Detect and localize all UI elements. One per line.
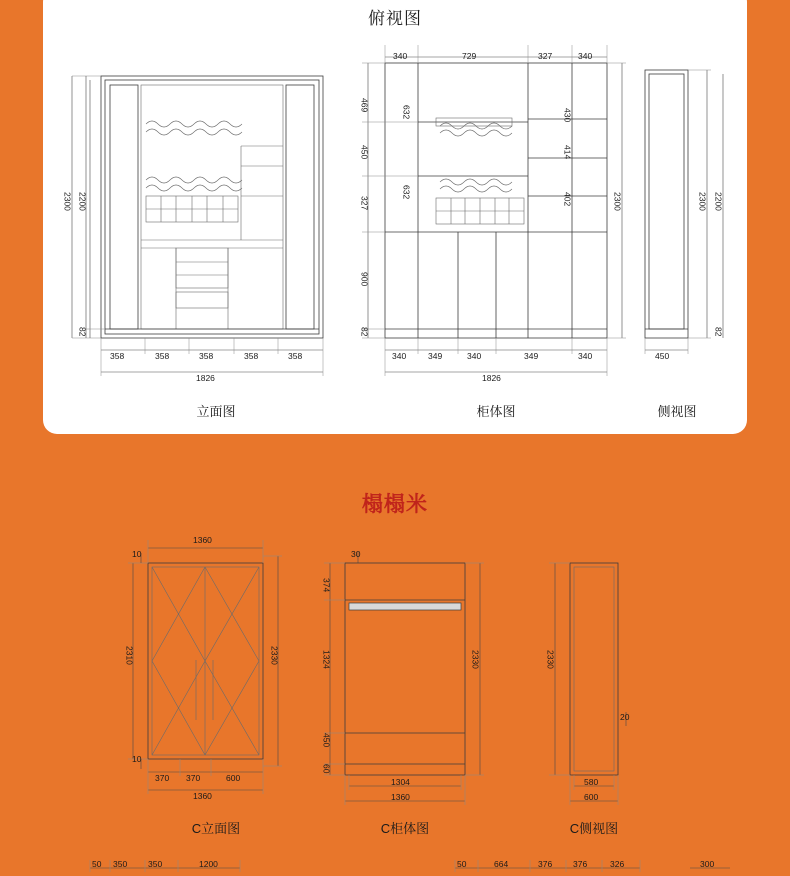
- bottom-row-mid-3: 376: [538, 859, 553, 869]
- c-elev-top-gap-10: 10: [132, 549, 142, 559]
- c-carcass-60: 60: [321, 764, 332, 774]
- c-side-height-2330: 2330: [545, 650, 556, 669]
- side-height-2200: 2200: [713, 192, 724, 211]
- carcass-top-1: 340: [393, 51, 408, 61]
- c-side-edge-20: 20: [620, 712, 630, 722]
- c-carcass-top-gap-30: 30: [351, 549, 361, 559]
- carcass-inner-430: 430: [562, 108, 573, 123]
- caption-elevation: 立面图: [196, 404, 236, 419]
- carcass-inner-414: 414: [562, 145, 573, 160]
- bottom-row-right-1: 300: [700, 859, 715, 869]
- carcass-left-469: 469: [359, 98, 370, 113]
- caption-c-carcass: C柜体图: [380, 821, 430, 836]
- bottom-row-left-1: 50: [92, 859, 102, 869]
- c-side-depth-600: 600: [584, 792, 599, 802]
- caption-carcass: 柜体图: [476, 404, 516, 419]
- elevation-seg-1: 358: [110, 351, 125, 361]
- carcass-bot-3: 340: [467, 351, 482, 361]
- c-elev-total-width: 1360: [193, 791, 212, 801]
- carcass-top-3: 327: [538, 51, 553, 61]
- bottom-row-left-3: 350: [148, 859, 163, 869]
- carcass-top-4: 340: [578, 51, 593, 61]
- side-depth-450: 450: [655, 351, 670, 361]
- carcass-left-900: 900: [359, 272, 370, 287]
- elevation-seg-5: 358: [288, 351, 303, 361]
- side-height-2300: 2300: [697, 192, 708, 211]
- elevation-height-2300: 2300: [62, 192, 73, 211]
- elevation-seg-2: 358: [155, 351, 170, 361]
- bottom-row-mid-1: 50: [457, 859, 467, 869]
- carcass-bot-1: 340: [392, 351, 407, 361]
- carcass-bot-5: 340: [578, 351, 593, 361]
- carcass-left-82: 82: [359, 327, 370, 337]
- c-elev-seg-2: 370: [186, 773, 201, 783]
- elevation-plinth-82: 82: [77, 327, 88, 337]
- c-elev-height-2310: 2310: [124, 646, 135, 665]
- carcass-inner-632-b: 632: [401, 185, 412, 200]
- bottom-row-left-4: 1200: [199, 859, 218, 869]
- carcass-inner-632-a: 632: [401, 105, 412, 120]
- c-side-depth-580: 580: [584, 777, 599, 787]
- c-elev-seg-1: 370: [155, 773, 170, 783]
- bottom-row-left-2: 350: [113, 859, 128, 869]
- section2-title: 榻榻米: [362, 493, 428, 516]
- elevation-seg-3: 358: [199, 351, 214, 361]
- c-carcass-374: 374: [321, 578, 332, 593]
- carcass-total-width: 1826: [482, 373, 501, 383]
- c-carcass-1324: 1324: [321, 650, 332, 669]
- carcass-bot-4: 349: [524, 351, 539, 361]
- c-elev-seg-3: 600: [226, 773, 241, 783]
- carcass-inner-402: 402: [562, 192, 573, 207]
- carcass-right-2300: 2300: [612, 192, 623, 211]
- section1-title: 俯视图: [368, 9, 422, 28]
- bottom-row-mid-4: 376: [573, 859, 588, 869]
- c-carcass-height-2330: 2330: [470, 650, 481, 669]
- bottom-row-mid-2: 664: [494, 859, 509, 869]
- bottom-row-mid-5: 326: [610, 859, 625, 869]
- c-elev-height-2330: 2330: [269, 646, 280, 665]
- caption-side: 侧视图: [657, 404, 697, 419]
- caption-c-side: C侧视图: [569, 821, 619, 836]
- c-carcass-450: 450: [321, 733, 332, 748]
- carcass-top-2: 729: [462, 51, 477, 61]
- carcass-left-450: 450: [359, 145, 370, 160]
- c-carcass-inner-1304: 1304: [391, 777, 410, 787]
- c-elev-top-1360: 1360: [193, 535, 212, 545]
- c-carcass-total-1360: 1360: [391, 792, 410, 802]
- elevation-seg-4: 358: [244, 351, 259, 361]
- caption-c-elevation: C立面图: [191, 821, 241, 836]
- side-plinth-82: 82: [713, 327, 724, 337]
- carcass-bot-2: 349: [428, 351, 443, 361]
- c-elev-bottom-gap-10: 10: [132, 754, 142, 764]
- elevation-total-width: 1826: [196, 373, 215, 383]
- elevation-height-2200: 2200: [77, 192, 88, 211]
- carcass-left-327: 327: [359, 196, 370, 211]
